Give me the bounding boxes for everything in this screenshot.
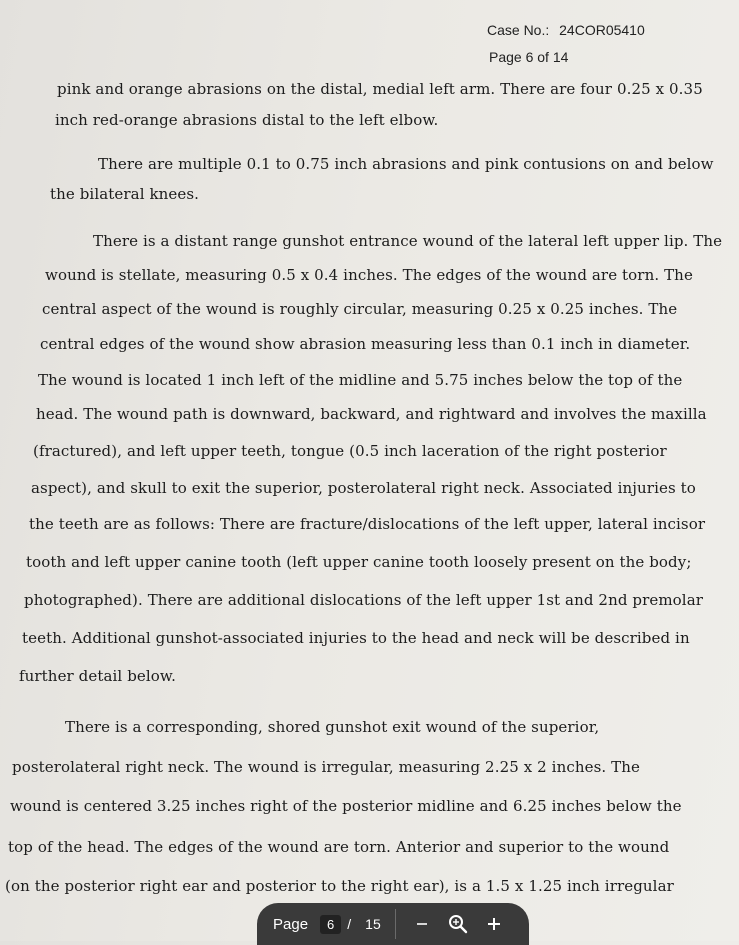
text-line: (on the posterior right ear and posterior to the right ear), is a 1.5 x 1.25 inch irregular [5, 877, 674, 895]
text-line: wound is centered 3.25 inches right of the posterior midline and 6.25 inches below the [10, 797, 682, 815]
text-line: the bilateral knees. [50, 185, 200, 203]
text-line: There is a distant range gunshot entrance wound of the lateral left upper lip. The [93, 232, 723, 250]
text-line: teeth. Additional gunshot-associated injuries to the head and neck will be described in [22, 629, 690, 647]
zoom-in-button[interactable] [482, 912, 506, 936]
text-line: There are multiple 0.1 to 0.75 inch abrasions and pink contusions on and below [98, 155, 714, 173]
text-line: wound is stellate, measuring 0.5 x 0.4 inches. The edges of the wound are torn. The [45, 266, 693, 284]
text-line: tooth and left upper canine tooth (left upper canine tooth loosely present on the body; [26, 553, 692, 571]
total-pages: 15 [365, 916, 381, 932]
text-line: There is a corresponding, shored gunshot exit wound of the superior, [65, 718, 600, 736]
page-separator: / [347, 916, 352, 932]
text-line: pink and orange abrasions on the distal, medial left arm. There are four 0.25 x 0.35 [57, 80, 703, 98]
plus-icon [486, 916, 502, 932]
page-of-line: Page 6 of 14 [489, 49, 569, 65]
text-line: inch red-orange abrasions distal to the left elbow. [55, 111, 439, 129]
page-label: Page [273, 915, 309, 933]
text-line: further detail below. [19, 667, 176, 685]
text-line: (fractured), and left upper teeth, tongue (0.5 inch laceration of the right posterior [33, 442, 667, 460]
text-line: posterolateral right neck. The wound is irregular, measuring 2.25 x 2 inches. The [12, 758, 640, 776]
text-line: the teeth are as follows: There are fracture/dislocations of the left upper, lateral incisor [29, 515, 706, 533]
zoom-out-button[interactable] [410, 912, 434, 936]
minus-icon [415, 917, 429, 931]
text-line: The wound is located 1 inch left of the midline and 5.75 inches below the top of the [38, 371, 683, 389]
current-page-input[interactable]: 6 [320, 915, 341, 934]
toolbar-divider [395, 909, 396, 939]
case-label: Case No.: [487, 22, 550, 38]
magnifier-icon [448, 914, 468, 934]
text-line: central aspect of the wound is roughly circular, measuring 0.25 x 0.25 inches. The [42, 300, 678, 318]
case-number-line [487, 22, 645, 38]
text-line: top of the head. The edges of the wound are torn. Anterior and superior to the wound [8, 838, 670, 856]
text-line: aspect), and skull to exit the superior, posterolateral right neck. Associated injuries to [31, 479, 696, 497]
text-line: central edges of the wound show abrasion measuring less than 0.1 inch in diameter. [40, 335, 691, 353]
case-number: 24COR05410 [559, 22, 645, 38]
zoom-fit-button[interactable] [446, 912, 470, 936]
page-toolbar [257, 903, 529, 945]
text-line: photographed). There are additional dislocations of the left upper 1st and 2nd premolar [24, 591, 704, 609]
text-line: head. The wound path is downward, backward, and rightward and involves the maxilla [36, 405, 707, 423]
